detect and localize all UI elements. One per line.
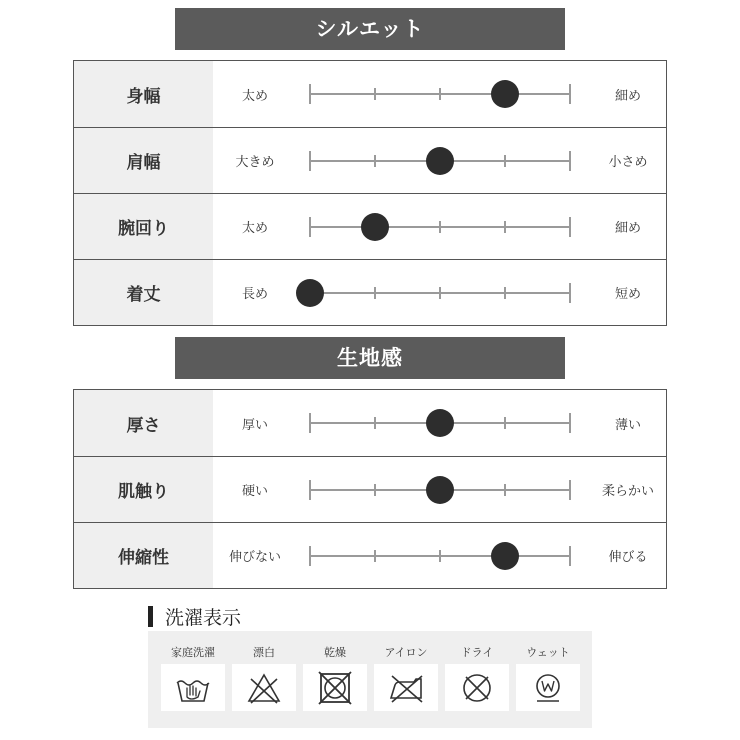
scale-tick — [374, 287, 376, 299]
silhouette-row — [74, 127, 666, 193]
rating-scale — [310, 61, 570, 127]
no-dry-clean-icon — [457, 671, 497, 705]
care-panel — [148, 631, 592, 728]
scale-tick — [309, 480, 311, 500]
heading-bar — [148, 606, 153, 627]
row-label: 肩幅 — [74, 128, 213, 193]
scale-tick — [309, 413, 311, 433]
row-left-text: 太め — [241, 88, 268, 104]
care-item-label: 家庭洗濯 — [171, 646, 215, 659]
scale-tick — [569, 480, 571, 500]
row-left-text: 長め — [241, 287, 268, 302]
scale-tick — [504, 287, 506, 299]
scale-marker — [426, 409, 454, 437]
row-label: 身幅 — [74, 61, 213, 127]
care-title: 洗濯表示 — [165, 607, 242, 629]
scale-tick — [504, 417, 506, 429]
silhouette-row — [74, 259, 666, 325]
row-label: 厚さ — [74, 390, 213, 456]
care-heading — [148, 603, 241, 630]
rating-scale — [310, 260, 570, 325]
scale-tick — [439, 287, 441, 299]
scale-tick — [374, 417, 376, 429]
scale-tick — [569, 217, 571, 237]
scale-marker — [491, 542, 519, 570]
row-right-text: 細め — [614, 88, 641, 104]
scale-tick — [309, 546, 311, 566]
scale-tick — [439, 550, 441, 562]
scale-marker — [361, 213, 389, 241]
rating-scale — [310, 457, 570, 522]
row-right-text: 細め — [614, 221, 641, 236]
scale-tick — [504, 484, 506, 496]
row-label: 伸縮性 — [74, 523, 213, 588]
row-right-text: 小さめ — [608, 155, 648, 170]
row-left-text: 伸びない — [228, 550, 281, 565]
row-right-text: 短め — [614, 287, 641, 302]
scale-tick — [374, 484, 376, 496]
no-bleach-icon — [244, 671, 284, 705]
row-right-text: 薄い — [614, 417, 641, 433]
rating-scale — [310, 523, 570, 588]
scale-marker — [491, 80, 519, 108]
no-iron-icon — [386, 671, 426, 705]
scale-tick — [439, 88, 441, 100]
row-left-text: 硬い — [241, 484, 268, 499]
scale-marker — [426, 147, 454, 175]
scale-tick — [504, 155, 506, 167]
row-right-text: 柔らかい — [601, 484, 654, 499]
rating-scale — [310, 194, 570, 259]
row-label: 肌触り — [74, 457, 213, 522]
scale-tick — [569, 546, 571, 566]
scale-tick — [374, 88, 376, 100]
row-left-text: 大きめ — [235, 155, 275, 170]
scale-tick — [569, 283, 571, 303]
wet-clean-icon — [528, 671, 568, 705]
scale-marker — [426, 476, 454, 504]
hand-wash-icon — [173, 671, 213, 705]
scale-tick — [309, 151, 311, 171]
texture-row — [74, 390, 666, 456]
care-item-label: 漂白 — [253, 646, 275, 659]
texture-row — [74, 456, 666, 522]
scale-tick — [569, 413, 571, 433]
care-item-label: アイロン — [384, 646, 428, 659]
scale-tick — [569, 84, 571, 104]
silhouette-row — [74, 61, 666, 127]
silhouette-table — [73, 60, 667, 326]
rating-scale — [310, 390, 570, 456]
silhouette-title: シルエット — [175, 8, 565, 50]
texture-table — [73, 389, 667, 589]
row-right-text: 伸びる — [608, 550, 648, 565]
care-item-label: 乾燥 — [324, 646, 346, 659]
texture-row — [74, 522, 666, 588]
scale-tick — [569, 151, 571, 171]
scale-tick — [309, 217, 311, 237]
scale-tick — [309, 84, 311, 104]
row-label: 腕回り — [74, 194, 213, 259]
scale-marker — [296, 279, 324, 307]
scale-tick — [374, 155, 376, 167]
scale-tick — [439, 221, 441, 233]
rating-scale — [310, 128, 570, 193]
care-item-label: ウェット — [526, 646, 570, 659]
silhouette-row — [74, 193, 666, 259]
scale-tick — [504, 221, 506, 233]
no-tumble-dry-icon — [315, 671, 355, 705]
care-item-label: ドライ — [460, 646, 494, 659]
row-label: 着丈 — [74, 260, 213, 325]
row-left-text: 太め — [241, 221, 268, 236]
row-left-text: 厚い — [241, 417, 268, 433]
texture-title: 生地感 — [175, 337, 565, 379]
scale-tick — [374, 550, 376, 562]
